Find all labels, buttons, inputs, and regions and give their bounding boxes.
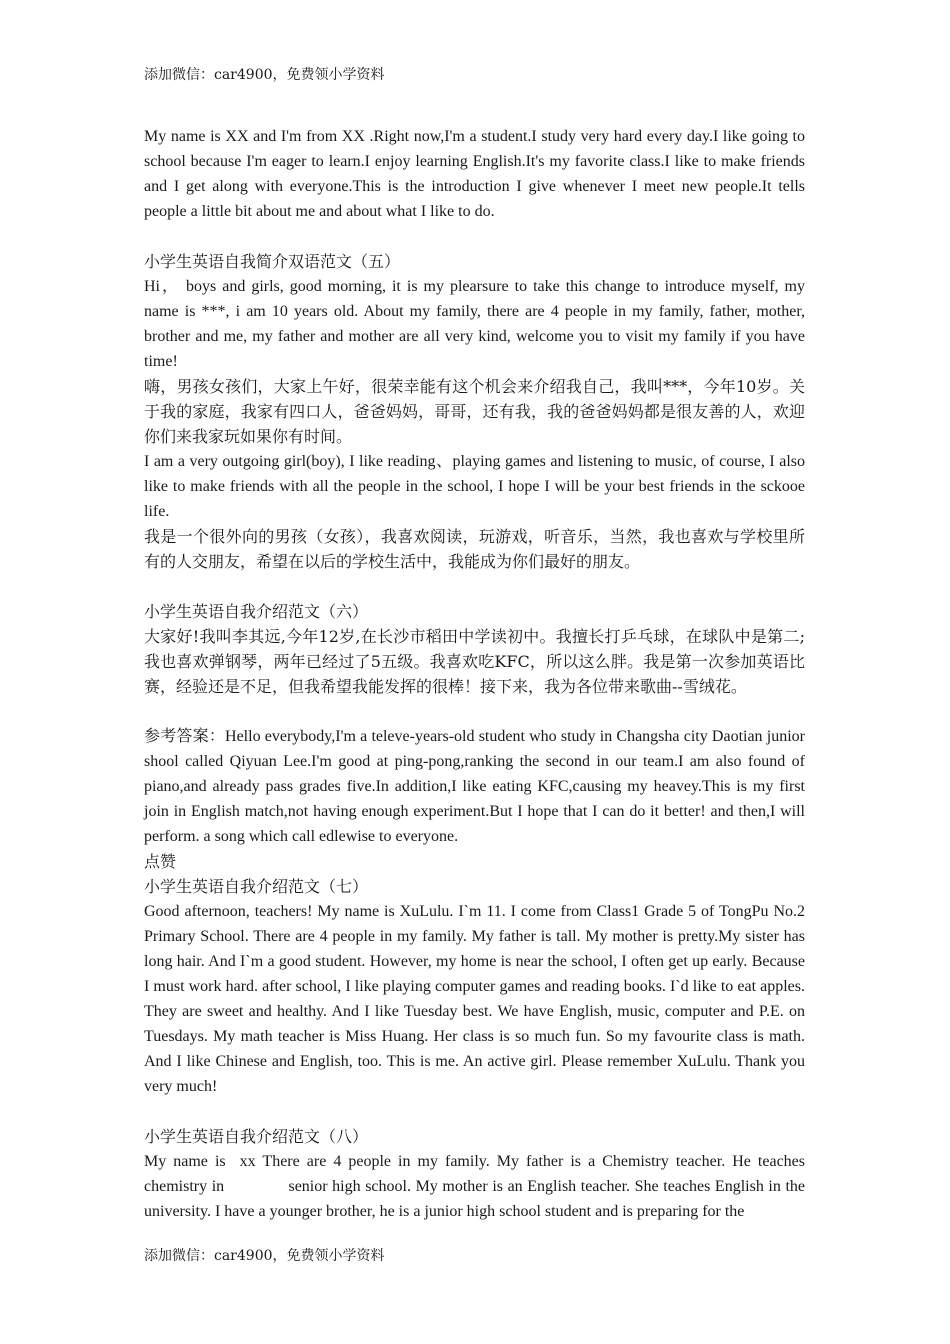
spacer [144,574,805,599]
section-heading-7: 小学生英语自我介绍范文（七） [144,877,369,896]
spacer [144,1099,805,1124]
paragraph-english-5a: Hi， boys and girls, good morning, it is my plearsure to take this change to introduce myself, my name is ***, i am 10 years old. About my family, there are 4 people in my family, father, mother, brother and me, my father and mother are all very kind, welcome you to visit my family if you have time! [144,278,805,370]
page-footer: 添加微信：car4900，免费领小学资料 [144,1248,385,1264]
spacer [144,224,805,249]
section-heading-5: 小学生英语自我简介双语范文（五） [144,252,401,271]
paragraph-chinese-6: 大家好!我叫李其远,今年12岁,在长沙市稻田中学读初中。我擅长打乒乓球，在球队中是第二;我也喜欢弹钢琴，两年已经过了5五级。我喜欢吃KFC，所以这么胖。我是第一次参加英语比赛，经验还是不足，但我希望我能发挥的很棒！接下来，我为各位带来歌曲--雪绒花。 [144,627,805,696]
paragraph-reference-answer: 参考答案：Hello everybody,I'm a televe-years-old student who study in Changsha city Daotian junior shool called Qiyuan Lee.I'm good at ping-pong,ranking the second in our team.I am also found of piano,and already pass grades five.In addition,I like eating KFC,causing my heavey.This is my first join in English match,not having enough experiment.But I hope that I can do it better! and then,I will perform. a song which call edlewise to everyone. [144,728,805,845]
page-header: 添加微信：car4900，免费领小学资料 [144,67,385,83]
paragraph-english-7: Good afternoon, teachers! My name is XuLulu. I`m 11. I come from Class1 Grade 5 of TongPu No.2 Primary School. There are 4 people in my family. My father is tall. My mother is pretty.My sister has long hair. And I`m a good student. However, my home is near the school, I often get up early. Because I must work hard. after school, I like playing computer games and reading books. I`d like to eat apples. They are sweet and healthy. And I like Tuesday best. We have English, music, computer and P.E. on Tuesdays. My math teacher is Miss Huang. Her class is so much fun. So my favourite class is math. And I like Chinese and English, too. This is me. An active girl. Please remember XuLulu. Thank you very much! [144,903,805,1095]
paragraph-english-8: My name is xx There are 4 people in my family. My father is a Chemistry teacher. He teaches chemistry in senior high school. My mother is an English teacher. She teaches English in the university. I have a younger brother, he is a junior high school student and is preparing for the [144,1153,809,1220]
section-heading-6: 小学生英语自我介绍范文（六） [144,602,369,621]
spacer [144,699,805,724]
paragraph-english-5b: I am a very outgoing girl(boy), I like reading、playing games and listening to music, of course, I also like to make friends with all the people in the school, I hope I will be your best friends in the sckooe life. [144,453,805,520]
paragraph-chinese-5b: 我是一个很外向的男孩（女孩），我喜欢阅读，玩游戏，听音乐，当然，我也喜欢与学校里所有的人交朋友，希望在以后的学校生活中，我能成为你们最好的朋友。 [144,527,805,571]
paragraph-intro-1: My name is XX and I'm from XX .Right now,I'm a student.I study very hard every day.I like going to school because I'm eager to learn.I enjoy learning English.It's my favorite class.I like to make friends and I get along with everyone.This is the introduction I give whenever I meet new people.It tells people a little bit about me and about what I like to do. [144,128,805,220]
document-body [144,124,809,1224]
like-label: 点赞 [144,852,177,871]
section-heading-8: 小学生英语自我介绍范文（八） [144,1127,369,1146]
paragraph-chinese-5a: 嗨，男孩女孩们，大家上午好，很荣幸能有这个机会来介绍我自己，我叫***，今年10岁。关于我的家庭，我家有四口人，爸爸妈妈，哥哥，还有我，我的爸爸妈妈都是很友善的人，欢迎你们来我家玩如果你有时间。 [144,377,805,446]
